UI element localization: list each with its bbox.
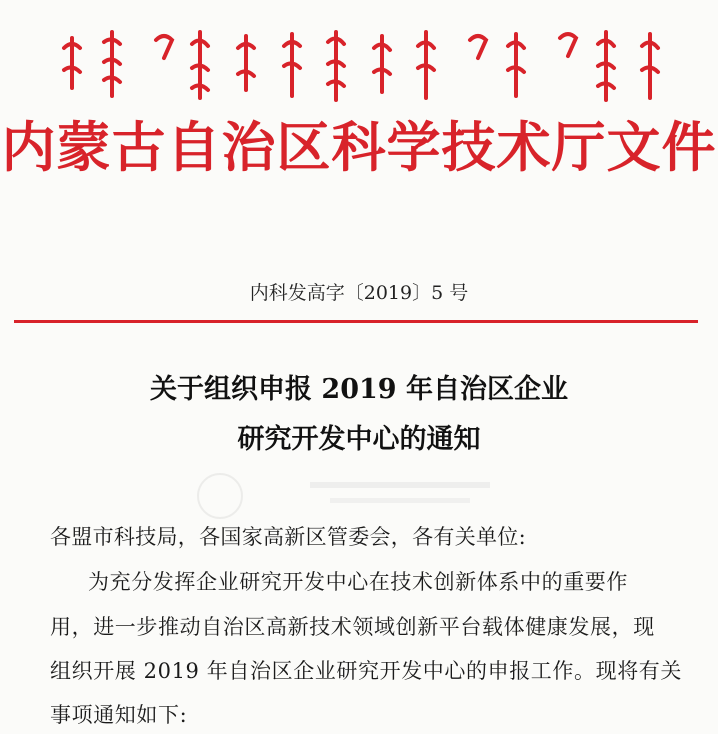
issuing-authority-title: 内蒙古自治区科学技术厅文件 xyxy=(1,116,717,179)
notice-heading-line-2: 研究开发中心的通知 xyxy=(237,424,481,455)
mongolian-script-header xyxy=(60,18,670,104)
paragraph-line-3: 组织开展 2019 年自治区企业研究开发中心的申报工作。现将有关 xyxy=(50,659,682,683)
notice-heading-line-1: 关于组织申报 2019 年自治区企业 xyxy=(150,374,568,405)
bleed-through-mark xyxy=(150,462,510,522)
paragraph-line-2: 用，进一步推动自治区高新技术领域创新平台载体健康发展，现 xyxy=(50,615,655,639)
paragraph-line-1: 为充分发挥企业研究开发中心在技术创新体系中的重要作 xyxy=(88,570,628,594)
red-divider-line xyxy=(14,320,698,323)
paragraph-line-4: 事项通知如下: xyxy=(50,703,188,727)
recipients-line: 各盟市科技局，各国家高新区管委会，各有关单位: xyxy=(50,525,526,549)
document-number: 内科发高字〔2019〕5 号 xyxy=(249,282,469,304)
